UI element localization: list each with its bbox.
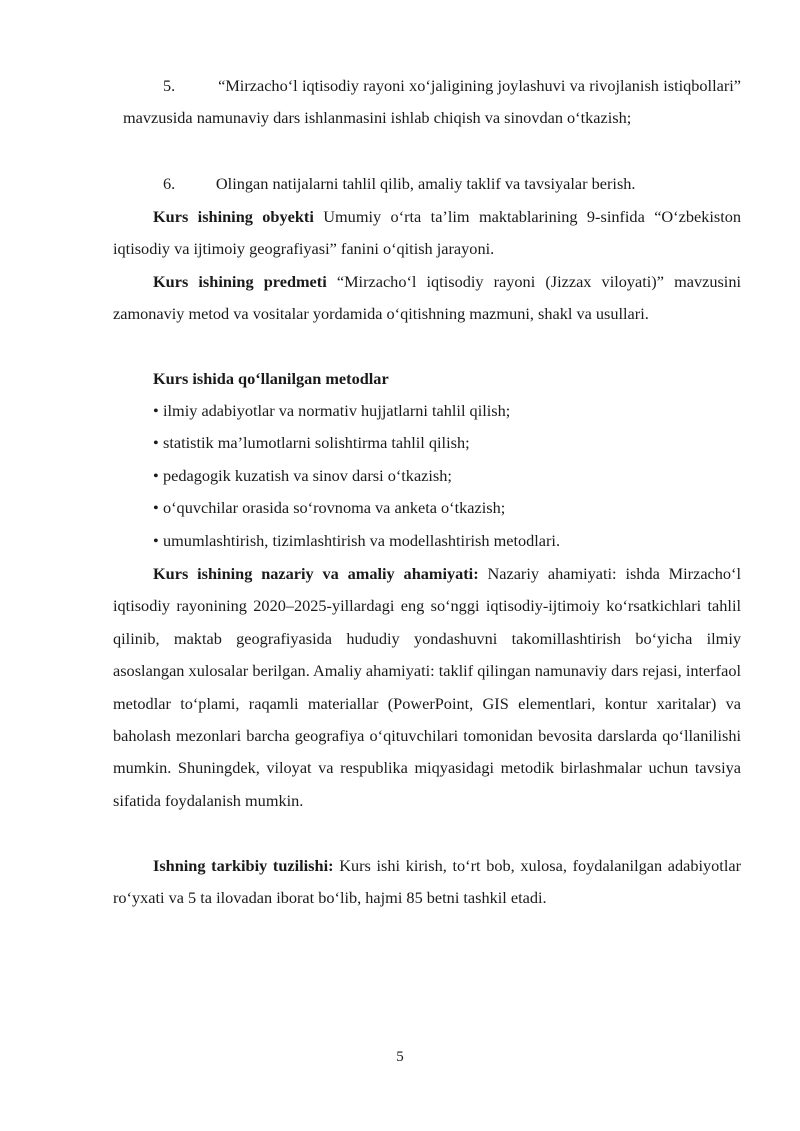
list-item: • pedagogik kuzatish va sinov darsi o‘tkazish; bbox=[153, 460, 452, 492]
item-number: 6. bbox=[163, 174, 176, 193]
numbered-item-5 bbox=[123, 70, 741, 135]
ahamiyat-label: Kurs ishining nazariy va amaliy ahamiyati: bbox=[153, 564, 479, 583]
metodlar-heading: Kurs ishida qo‘llanilgan metodlar bbox=[153, 369, 389, 388]
tuzilishi-text: Kurs ishi kirish, to‘rt bob, xulosa, foydalanilgan adabiyotlar ro‘yxati va 5 ta ilovadan iborat bo‘lib, hajmi 85 betni tashkil etadi. bbox=[113, 856, 742, 908]
paragraph-ahamiyat bbox=[113, 558, 741, 817]
item-text: Olingan natijalarni tahlil qilib, amaliy taklif va tavsiyalar berish. bbox=[215, 174, 636, 193]
predmet-label: Kurs ishining predmeti bbox=[153, 272, 327, 291]
obyekt-label: Kurs ishining obyekti bbox=[153, 207, 314, 226]
bullet-icon: • bbox=[153, 401, 159, 420]
tuzilishi-label: Ishning tarkibiy tuzilishi: bbox=[153, 856, 334, 875]
paragraph-predmet bbox=[113, 266, 741, 331]
item-text: “Mirzacho‘l iqtisodiy rayoni xo‘jaligining joylashuvi va rivojlanish istiqbollari” mavzusida namunaviy dars ishlanmasini ishlab chiqish va sinovdan o‘tkazish; bbox=[123, 76, 741, 128]
paragraph-obyekt bbox=[113, 201, 741, 266]
bullet-icon: • bbox=[153, 498, 159, 517]
list-item: • umumlashtirish, tizimlashtirish va modellashtirish metodlari. bbox=[153, 525, 560, 557]
bullet-icon: • bbox=[153, 433, 159, 452]
page-number: 5 bbox=[396, 1049, 404, 1065]
list-item: • ilmiy adabiyotlar va normativ hujjatlarni tahlil qilish; bbox=[153, 395, 510, 427]
predmet-text: “Mirzacho‘l iqtisodiy rayoni (Jizzax viloyati)” mavzusini zamonaviy metod va vositalar yordamida o‘qitishning mazmuni, shakl va usullari. bbox=[113, 272, 741, 324]
numbered-item-6 bbox=[123, 168, 741, 200]
paragraph-tuzilishi bbox=[113, 850, 741, 915]
bullet-icon: • bbox=[153, 531, 159, 550]
item-number: 5. bbox=[163, 76, 176, 95]
list-item: • o‘quvchilar orasida so‘rovnoma va anketa o‘tkazish; bbox=[153, 492, 505, 524]
bullet-icon: • bbox=[153, 466, 159, 485]
obyekt-text: Umumiy o‘rta ta’lim maktablarining 9-sinfida “O‘zbekiston iqtisodiy va ijtimoiy geografiyasi” fanini o‘qitish jarayoni. bbox=[113, 207, 741, 259]
list-item: • statistik ma’lumotlarni solishtirma tahlil qilish; bbox=[153, 427, 470, 459]
ahamiyat-text: Nazariy ahamiyati: ishda Mirzacho‘l iqtisodiy rayonining 2020–2025-yillardagi eng so‘nggi iqtisodiy-ijtimoiy ko‘rsatkichlari tahlil qilinib, maktab geografiyasida hududiy yondashuvni takomillashtirish bo‘yicha ilmiy asoslangan xulosalar berilgan. Amaliy ahamiyati: taklif qilingan namunaviy dars rejasi, interfaol metodlar to‘plami, raqamli materiallar (PowerPoint, GIS elementlari, kontur xaritalar) va baholash mezonlari barcha geografiya o‘qituvchilari tomonidan bevosita darslarda qo‘llanilishi mumkin. Shuningdek, viloyat va respublika miqyasidagi metodik birlashmalar uchun tavsiya sifatida foydalanish mumkin. bbox=[113, 564, 741, 810]
